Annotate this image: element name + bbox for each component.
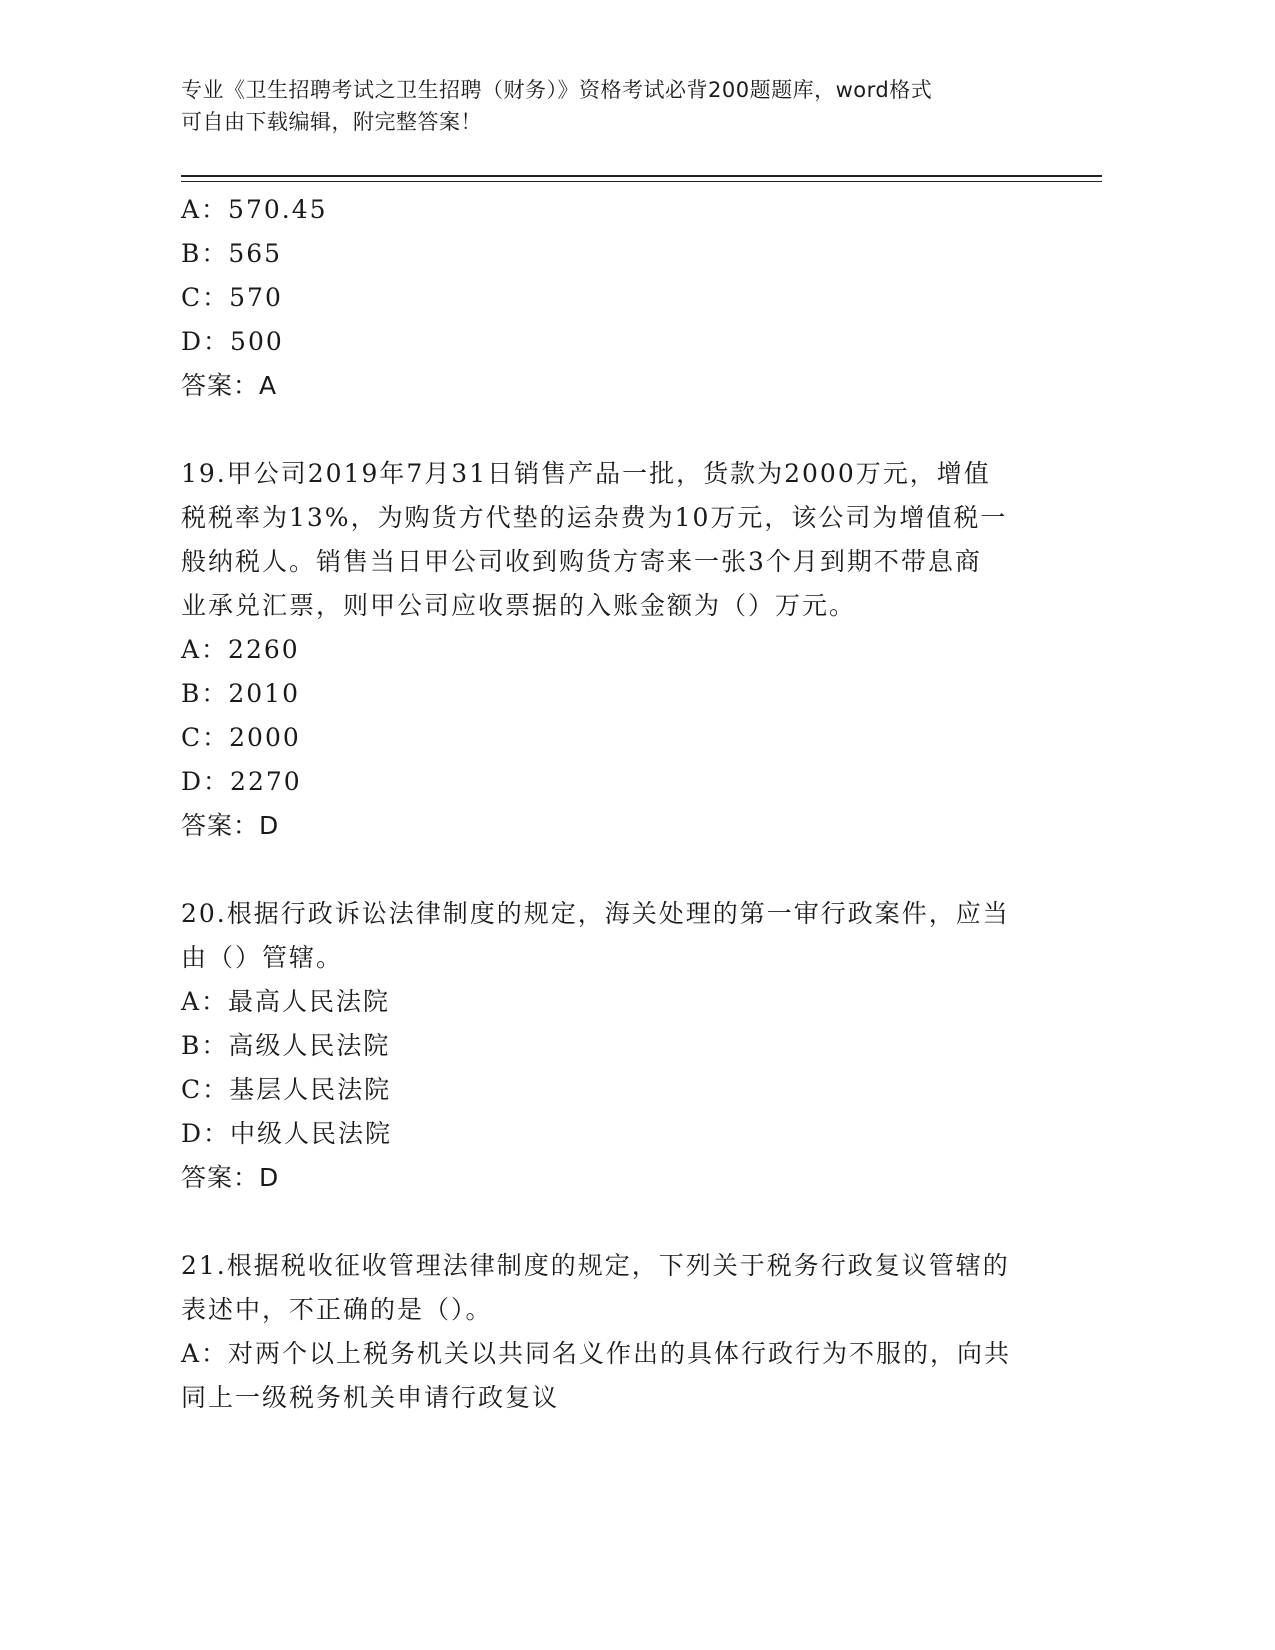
question-list	[181, 188, 1061, 1420]
question-spacer	[181, 1200, 1061, 1244]
question-20	[181, 892, 1061, 1200]
option-b: B：565	[181, 239, 283, 268]
option-a-line-2: 同上一级税务机关申请行政复议	[181, 1383, 560, 1412]
option-a: A：最高人民法院	[181, 987, 391, 1016]
option-c: C：基层人民法院	[181, 1075, 392, 1104]
option-a: A：2260	[181, 635, 300, 664]
option-d: D：2270	[181, 767, 302, 796]
option-b: B：2010	[181, 679, 300, 708]
option-d: D：中级人民法院	[181, 1119, 393, 1148]
option-d: D：500	[181, 327, 284, 356]
page-header	[181, 74, 1061, 138]
answer: 答案：D	[181, 1163, 280, 1192]
question-stem-line: 19.甲公司2019年7月31日销售产品一批，货款为2000万元，增值	[181, 459, 991, 488]
question-21	[181, 1244, 1061, 1420]
header-divider-thick	[181, 175, 1102, 177]
option-a: A：570.45	[181, 195, 328, 224]
question-stem-line: 20.根据行政诉讼法律制度的规定，海关处理的第一审行政案件，应当	[181, 899, 1010, 928]
option-c: C：570	[181, 283, 283, 312]
question-19	[181, 452, 1061, 848]
option-c: C：2000	[181, 723, 301, 752]
header-text-line-1: 专业《卫生招聘考试之卫生招聘（财务）》资格考试必背200题题库，word格式	[181, 78, 933, 102]
question-stem-line: 由（）管辖。	[181, 943, 344, 972]
question-stem-line: 表述中，不正确的是（）。	[181, 1295, 493, 1324]
option-a-line-1: A：对两个以上税务机关以共同名义作出的具体行政行为不服的，向共	[181, 1339, 1012, 1368]
answer: 答案：D	[181, 811, 280, 840]
question-spacer	[181, 408, 1061, 452]
header-divider-thin	[181, 181, 1102, 182]
question-spacer	[181, 848, 1061, 892]
option-b: B：高级人民法院	[181, 1031, 391, 1060]
question-18	[181, 188, 1061, 408]
question-stem-line: 般纳税人。销售当日甲公司收到购货方寄来一张3个月到期不带息商	[181, 547, 982, 576]
question-stem-line: 业承兑汇票，则甲公司应收票据的入账金额为（）万元。	[181, 591, 857, 620]
question-stem-line: 税税率为13%，为购货方代垫的运杂费为10万元，该公司为增值税一	[181, 503, 1008, 532]
header-text-line-2: 可自由下载编辑，附完整答案！	[181, 110, 482, 134]
question-stem-line: 21.根据税收征收管理法律制度的规定，下列关于税务行政复议管辖的	[181, 1251, 1010, 1280]
answer: 答案：A	[181, 371, 278, 400]
